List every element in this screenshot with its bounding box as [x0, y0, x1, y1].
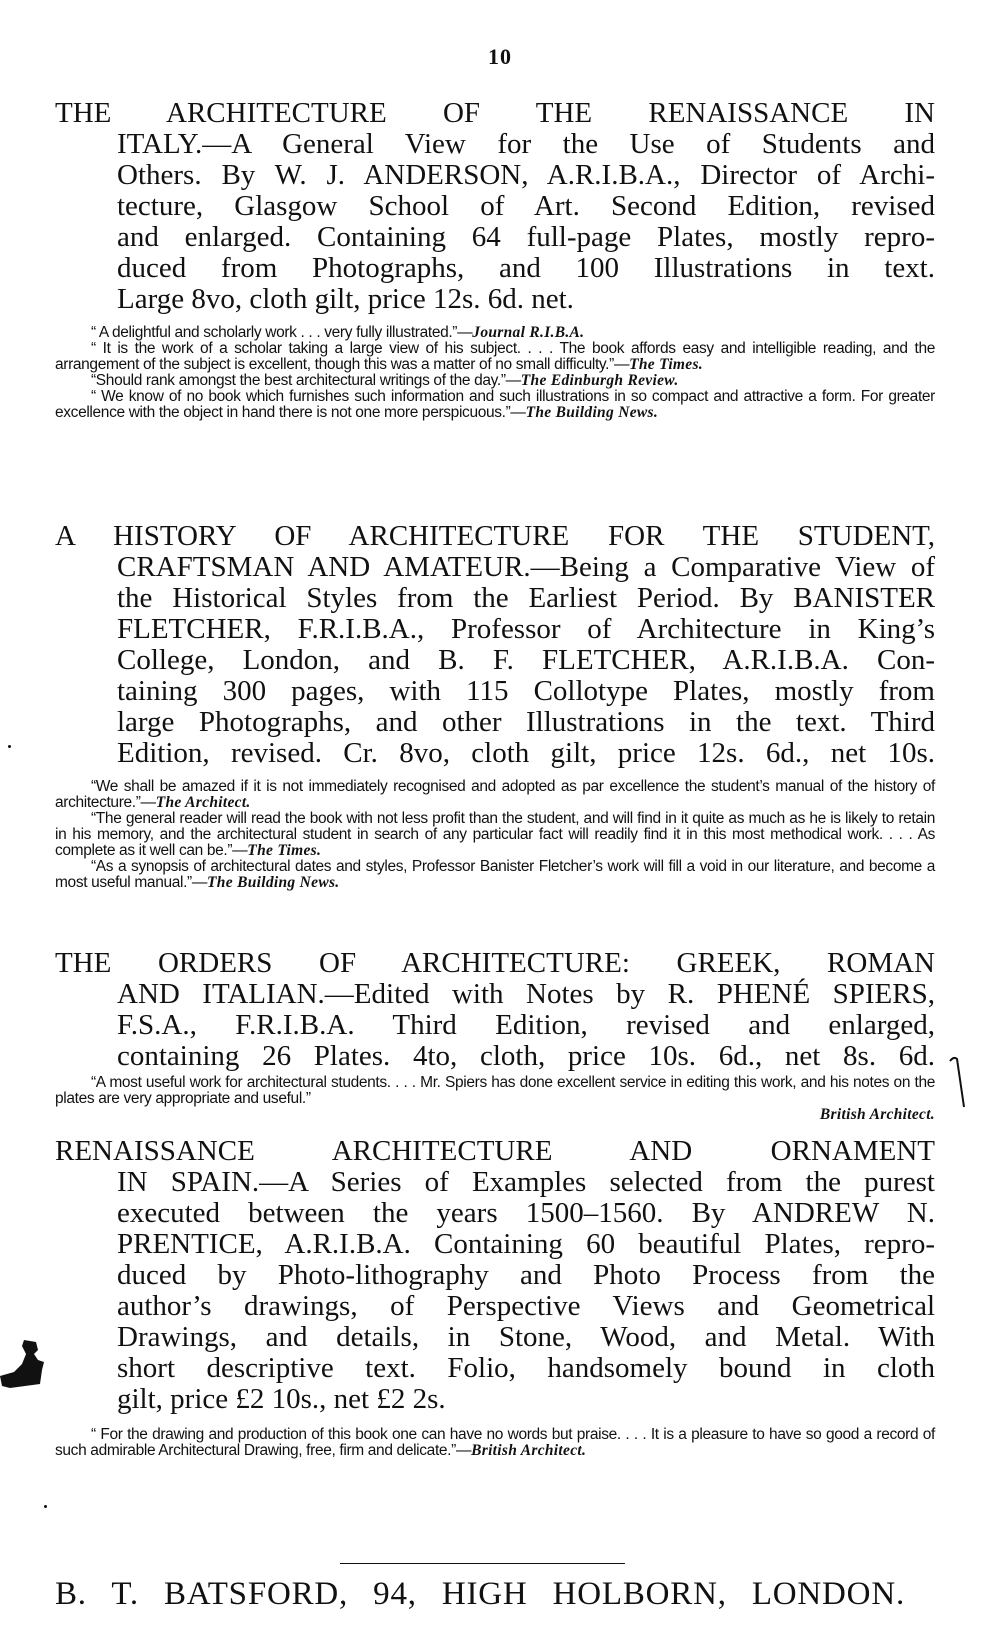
title-line: IN SPAIN.—A Series of Examples selected from the purest — [117, 1166, 935, 1198]
title-line: F.S.A., F.R.I.B.A. Third Edition, revised and enlarged, — [117, 1009, 935, 1041]
review-source: The Times. — [629, 356, 703, 373]
title-line: THE ORDERS OF ARCHITECTURE: GREEK, ROMAN — [55, 947, 935, 979]
title-line: A HISTORY OF ARCHITECTURE FOR THE STUDENT, — [55, 520, 935, 552]
title-line: executed between the years 1500–1560. By ANDREW N. — [117, 1197, 935, 1229]
book-title-block — [55, 948, 935, 1072]
title-line: Large 8vo, cloth gilt, price 12s. 6d. net. — [117, 283, 574, 315]
title-line: PRENTICE, A.R.I.B.A. Containing 60 beautiful Plates, repro- — [117, 1228, 935, 1260]
review-source: The Edinburgh Review. — [520, 372, 679, 389]
title-line: CRAFTSMAN AND AMATEUR.—Being a Comparative View of — [117, 551, 935, 583]
review-quote: “ It is the work of a scholar taking a large view of his subject. . . . The book affords easy and intelligible reading, and the arrangement of the subject is excellent, though this was a matter of no small difficulty.”—The Times. — [55, 340, 935, 373]
review-source: The Architect. — [155, 794, 251, 811]
review-source: Journal R.I.B.A. — [472, 324, 585, 341]
title-line: and enlarged. Containing 64 full-page Plates, mostly repro- — [117, 221, 935, 253]
title-line: containing 26 Plates. 4to, cloth, price 10s. 6d., net 8s. 6d. — [117, 1040, 935, 1072]
review-quote: “A most useful work for architectural students. . . . Mr. Spiers has done excellent service in editing this work, and his notes on the plates are very appropriate and useful.” — [55, 1074, 935, 1107]
title-line: AND ITALIAN.—Edited with Notes by R. PHENÉ SPIERS, — [117, 978, 935, 1010]
review-quote: “Should rank amongst the best architectural writings of the day.”—The Edinburgh Review. — [91, 372, 679, 389]
review-quote: “ We know of no book which furnishes such information and such illustrations in so compact and attractive a form. For greater excellence with the object in hand there is not one more perspicuous.”—The Building News. — [55, 388, 935, 421]
title-line: large Photographs, and other Illustrations in the text. Third — [117, 706, 935, 738]
title-line: author’s drawings, of Perspective Views and Geometrical — [117, 1290, 935, 1322]
book-title-block — [55, 521, 935, 769]
review-source: British Architect. — [471, 1442, 587, 1459]
title-line: Others. By W. J. ANDERSON, A.R.I.B.A., Director of Archi- — [117, 159, 935, 191]
title-line: THE ARCHITECTURE OF THE RENAISSANCE IN — [55, 97, 935, 129]
review-quote: “As a synopsis of architectural dates and styles, Professor Banister Fletcher’s work will fill a void in our literature, and become a most useful manual.”—The Building News. — [55, 858, 935, 891]
title-line: Edition, revised. Cr. 8vo, cloth gilt, price 12s. 6d., net 10s. — [117, 737, 935, 769]
title-line: gilt, price £2 10s., net £2 2s. — [117, 1383, 446, 1415]
review-source: The Building News. — [207, 874, 340, 891]
review-source: British Architect. — [819, 1106, 935, 1123]
scan-mark-icon — [948, 1055, 966, 1110]
title-line: duced from Photographs, and 100 Illustrations in text. — [117, 252, 935, 284]
reviews-block — [55, 1427, 935, 1459]
title-line: RENAISSANCE ARCHITECTURE AND ORNAMENT — [55, 1135, 935, 1167]
title-line: tecture, Glasgow School of Art. Second Edition, revised — [117, 190, 935, 222]
title-line: ITALY.—A General View for the Use of Students and — [117, 128, 935, 160]
reviews-block — [55, 779, 935, 891]
reviews-block — [55, 1075, 935, 1123]
review-quote — [55, 1107, 935, 1123]
scan-dot — [8, 745, 11, 748]
title-line: Drawings, and details, in Stone, Wood, and Metal. With — [117, 1321, 935, 1353]
review-quote: “We shall be amazed if it is not immediately recognised and adopted as par excellence the student’s manual of the history of architecture.”—The Architect. — [55, 778, 935, 811]
title-line: FLETCHER, F.R.I.B.A., Professor of Architecture in King’s — [117, 613, 935, 645]
publisher-imprint: B. T. BATSFORD, 94, HIGH HOLBORN, LONDON. — [55, 1576, 905, 1612]
scan-blot-icon — [0, 1340, 55, 1388]
book-entry-renaissance-italy — [55, 98, 935, 421]
review-source: The Building News. — [525, 404, 659, 421]
title-line: short descriptive text. Folio, handsomely bound in cloth — [117, 1352, 935, 1384]
title-line: duced by Photo-lithography and Photo Process from the — [117, 1259, 935, 1291]
book-entry-renaissance-spain — [55, 1136, 935, 1459]
review-source: The Times. — [247, 842, 322, 859]
scan-dot — [44, 1505, 47, 1508]
book-entry-history-of-architecture — [55, 521, 935, 891]
book-title-block — [55, 1136, 935, 1415]
review-quote: “The general reader will read the book with not less profit than the student, and will find in it quite as much as he is likely to retain in his memory, and the architectural student in search of any particular fact will readily find it in this most methodical work. . . . As complete as it well can be.”—The Times. — [55, 810, 935, 859]
title-line: taining 300 pages, with 115 Collotype Plates, mostly from — [117, 675, 935, 707]
page-number: 10 — [488, 44, 512, 69]
review-quote: “ For the drawing and production of this book one can have no words but praise. . . . It is a pleasure to have so good a record of such admirable Architectural Drawing, free, firm and delicate.”—British Architect. — [55, 1426, 935, 1459]
title-line: College, London, and B. F. FLETCHER, A.R.I.B.A. Con- — [117, 644, 935, 676]
reviews-block — [55, 325, 935, 421]
title-line: the Historical Styles from the Earliest Period. By BANISTER — [117, 582, 935, 614]
book-entry-orders-of-architecture — [55, 948, 935, 1123]
book-title-block — [55, 98, 935, 315]
review-quote: “ A delightful and scholarly work . . . very fully illustrated.”—Journal R.I.B.A. — [91, 324, 585, 341]
divider-rule — [340, 1563, 625, 1564]
